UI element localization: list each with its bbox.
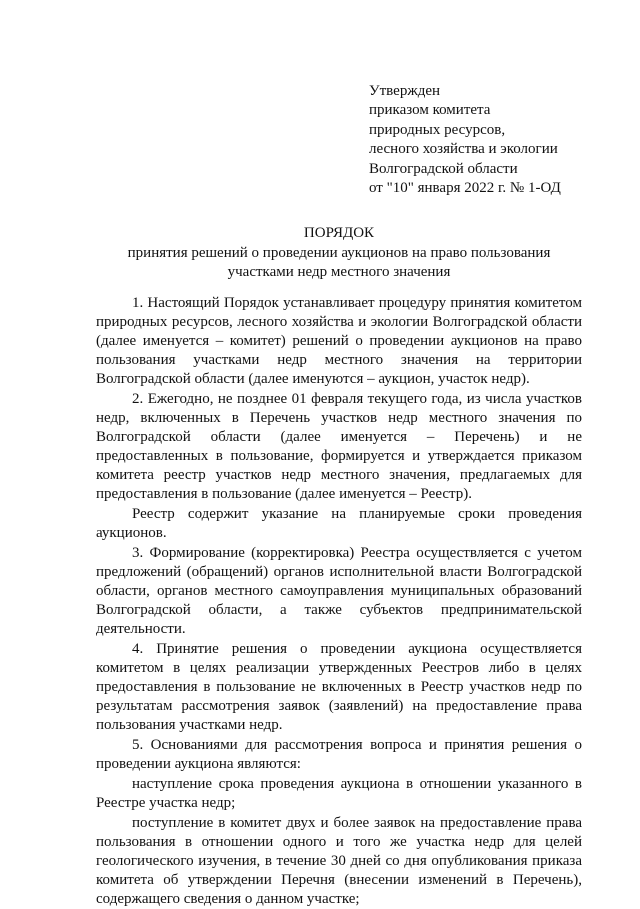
approval-line: Утвержден: [369, 83, 441, 99]
paragraph: 4. Принятие решения о проведении аукциона осуществляется комитетом в целях реализации утвержденных Реестров либо в целях предоставления в пользование не включенных в Реестр участков недр по результатам рассмотрения заявок (заявлений) на предоставление права пользования участками недр.: [96, 641, 582, 733]
paragraph: 2. Ежегодно, не позднее 01 февраля текущего года, из числа участков недр, включенных в Перечень участков недр местного значения по Волгоградской области (далее именуется – Перечень) и не предоставленных в пользование, формируется и утверждается приказом комитета реестр участков недр местного значения, предлагаемых для предоставления в пользование (далее именуется – Реестр).: [96, 391, 582, 502]
approval-stamp: [369, 82, 619, 198]
approval-line: лесного хозяйства и экологии: [369, 141, 558, 158]
document-body: [96, 294, 582, 909]
paragraph: 1. Настоящий Порядок устанавливает процедуру принятия комитетом природных ресурсов, лесного хозяйства и экологии Волгоградской области (далее именуется – комитет) решений о проведении аукционов на право пользования участками недр местного значения на территории Волгоградской области (далее именуются – аукцион, участок недр).: [96, 295, 582, 387]
paragraph: наступление срока проведения аукциона в отношении указанного в Реестре участка недр;: [96, 776, 582, 811]
title-subtitle-line: участками недр местного значения: [227, 264, 451, 280]
approval-line: от "10" января 2022 г. № 1-ОД: [369, 180, 561, 197]
document-title: [96, 224, 582, 282]
approval-line: приказом комитета: [369, 102, 491, 119]
paragraph: Реестр содержит указание на планируемые сроки проведения аукционов.: [96, 506, 582, 541]
paragraph: 5. Основаниями для рассмотрения вопроса и принятия решения о проведении аукциона являются:: [96, 737, 582, 772]
approval-line: Волгоградской области: [369, 160, 518, 177]
approval-line: природных ресурсов,: [369, 121, 506, 138]
title-subtitle-line: принятия решений о проведении аукционов на право пользования: [127, 245, 551, 261]
paragraph: 3. Формирование (корректировка) Реестра осуществляется с учетом предложений (обращений) органов исполнительной власти Волгоградской области, органов местного самоуправления муниципальных образований Волгоградской области, а также субъектов предпринимательской деятельности.: [96, 545, 582, 637]
title-main: ПОРЯДОК: [303, 225, 375, 241]
paragraph: поступление в комитет двух и более заявок на предоставление права пользования в отношении одного и того же участка недр для целей геологического изучения, в течение 30 дней со дня опубликования приказа комитета об утверждении Перечня (внесении изменений в Перечень), содержащего сведения о данном участке;: [96, 815, 582, 907]
